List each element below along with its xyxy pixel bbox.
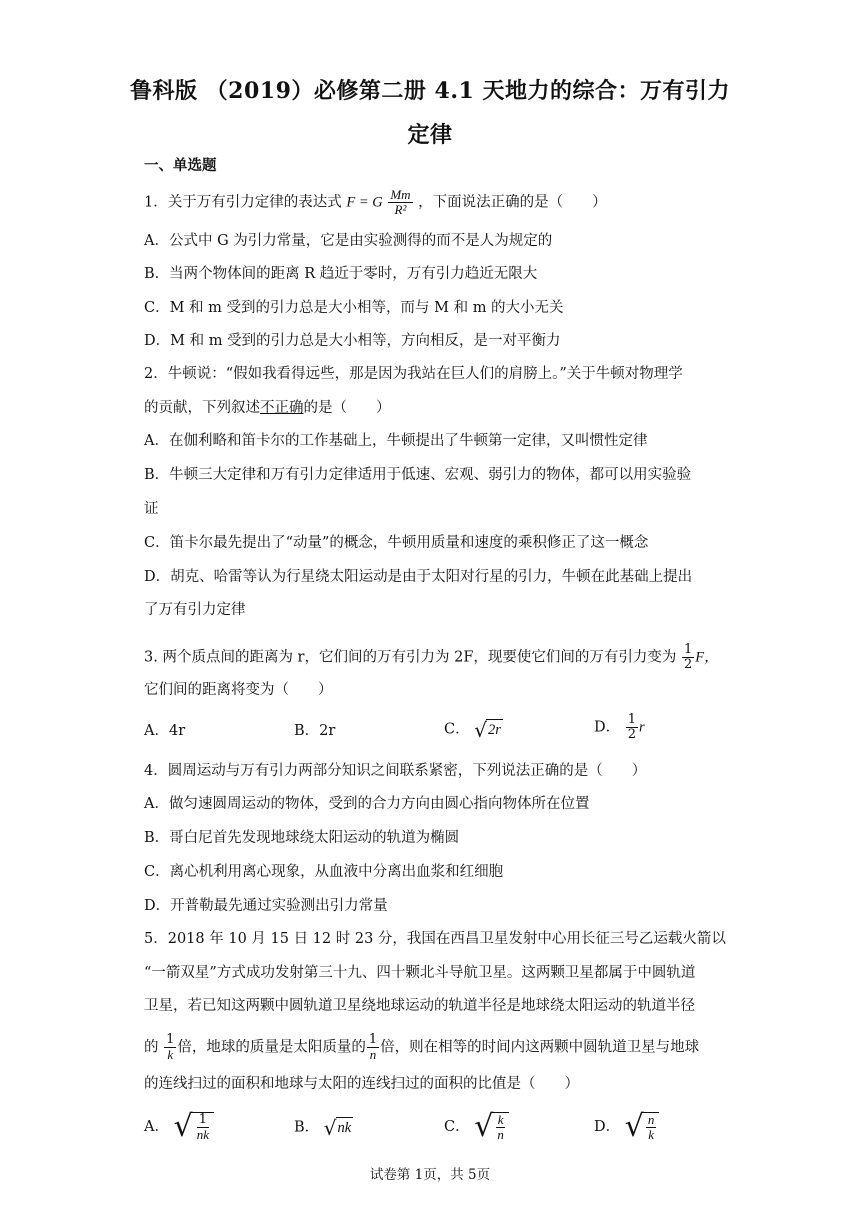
question-5-option-c: C． √ $\frac{k}{n}$ bbox=[444, 1112, 509, 1142]
question-2-option-b: B．牛顿三大定律和万有引力定律适用于低速、宏观、弱引力的物体，都可以用实验验 bbox=[144, 467, 692, 483]
question-2-option-c: C．笛卡尔最先提出了“动量”的概念，牛顿用质量和速度的乘积修正了这一概念 bbox=[144, 535, 649, 551]
question-3-option-a: A．4r bbox=[144, 723, 186, 739]
page-title: 鲁科版 （2019）必修第二册 4.1 天地力的综合：万有引力 bbox=[130, 78, 730, 104]
question-5-stem-line2: “一箭双星”方式成功发射第三十九、四十颗北斗导航卫星。这两颗卫星都属于中圆轨道 bbox=[144, 965, 696, 981]
question-1-option-a: A．公式中 G 为引力常量，它是由实验测得的而不是人为规定的 bbox=[144, 233, 553, 249]
question-4-option-b: B．哥白尼首先发现地球绕太阳运动的轨道为椭圆 bbox=[144, 830, 460, 846]
question-5-stem-line1: 5．2018 年 10 月 15 日 12 时 23 分，我国在西昌卫星发射中心用长征三号乙运载火箭以 bbox=[144, 931, 726, 947]
formula-fraction: $\frac{Mm}{\text{R²}}$ bbox=[390, 187, 411, 217]
question-1-option-d: D．M 和 m 受到的引力总是大小相等，方向相反，是一对平衡力 bbox=[144, 333, 561, 349]
page-footer: 试卷第 1页，共 5页 bbox=[369, 1167, 491, 1183]
fraction-one-half: $\frac{1}{2}$ bbox=[684, 642, 693, 672]
question-1-option-b: B．当两个物体间的距离 R 趋近于零时，万有引力趋近无限大 bbox=[144, 266, 538, 282]
question-5-option-b: B． √ nk bbox=[294, 1115, 352, 1140]
underlined-keyword: 不正确 bbox=[260, 400, 304, 416]
sqrt-symbol: √ 2r bbox=[474, 717, 501, 742]
question-5-stem-line4: 的 $\frac{1}{k}$ 倍，地球的质量是太阳质量的 $\frac{1}{n}$ 倍，则在相等的时间内这两颗中圆轨道卫星与地球 bbox=[144, 1032, 700, 1062]
question-4-option-d: D．开普勒最先通过实验测出引力常量 bbox=[144, 898, 388, 914]
question-4-stem: 4．圆周运动与万有引力两部分知识之间联系紧密，下列说法正确的是（ ） bbox=[144, 763, 647, 779]
question-3-stem-line2: 它们间的距离将变为（ ） bbox=[144, 682, 333, 698]
question-3-option-b: B．2r bbox=[294, 723, 336, 739]
page-title-continued: 定律 bbox=[407, 122, 453, 148]
question-1-option-c: C．M 和 m 受到的引力总是大小相等，而与 M 和 m 的大小无关 bbox=[144, 300, 564, 316]
question-4-option-a: A．做匀速圆周运动的物体，受到的合力方向由圆心指向物体所在位置 bbox=[144, 796, 590, 812]
question-3-option-c: C． √ 2r bbox=[444, 717, 501, 742]
question-2-option-d: D．胡克、哈雷等认为行星绕太阳运动是由于太阳对行星的引力，牛顿在此基础上提出 bbox=[144, 569, 693, 585]
question-5-stem-line5: 的连线扫过的面积和地球与太阳的连线扫过的面积的比值是（ ） bbox=[144, 1076, 579, 1092]
question-3-stem-line1: 3. 两个质点间的距离为 r，它们间的万有引力为 2F，现要使它们间的万有引力变为 $\frac{1}{2}$ F， bbox=[144, 642, 719, 672]
question-5-option-d: D． √ $\frac{n}{k}$ bbox=[594, 1112, 659, 1142]
question-2-stem-line2: 的贡献，下列叙述不正确的是（ ） bbox=[144, 400, 391, 416]
question-4-option-c: C．离心机利用离心现象，从血液中分离出血浆和红细胞 bbox=[144, 864, 504, 880]
question-2-option-b-cont: 证 bbox=[144, 501, 159, 517]
question-1-stem: 1．关于万有引力定律的表达式 F = G $\frac{Mm}{\text{R²}}$ ，下面说法正确的是（ ） bbox=[144, 187, 607, 217]
section-heading: 一、单选题 bbox=[144, 157, 217, 174]
question-2-stem-line1: 2．牛顿说：“假如我看得远些，那是因为我站在巨人们的肩膀上。”关于牛顿对物理学 bbox=[144, 366, 683, 382]
question-2-option-a: A．在伽利略和笛卡尔的工作基础上，牛顿提出了牛顿第一定律，又叫惯性定律 bbox=[144, 433, 648, 449]
question-5-option-a: A． √ $\frac{1}{nk}$ bbox=[144, 1112, 214, 1142]
question-2-option-d-cont: 了万有引力定律 bbox=[144, 602, 246, 618]
question-3-option-d: D． $\frac{1}{2}$ r bbox=[594, 712, 645, 742]
question-5-stem-line3: 卫星，若已知这两颗中圆轨道卫星绕地球运动的轨道半径是地球绕太阳运动的轨道半径 bbox=[144, 998, 695, 1014]
